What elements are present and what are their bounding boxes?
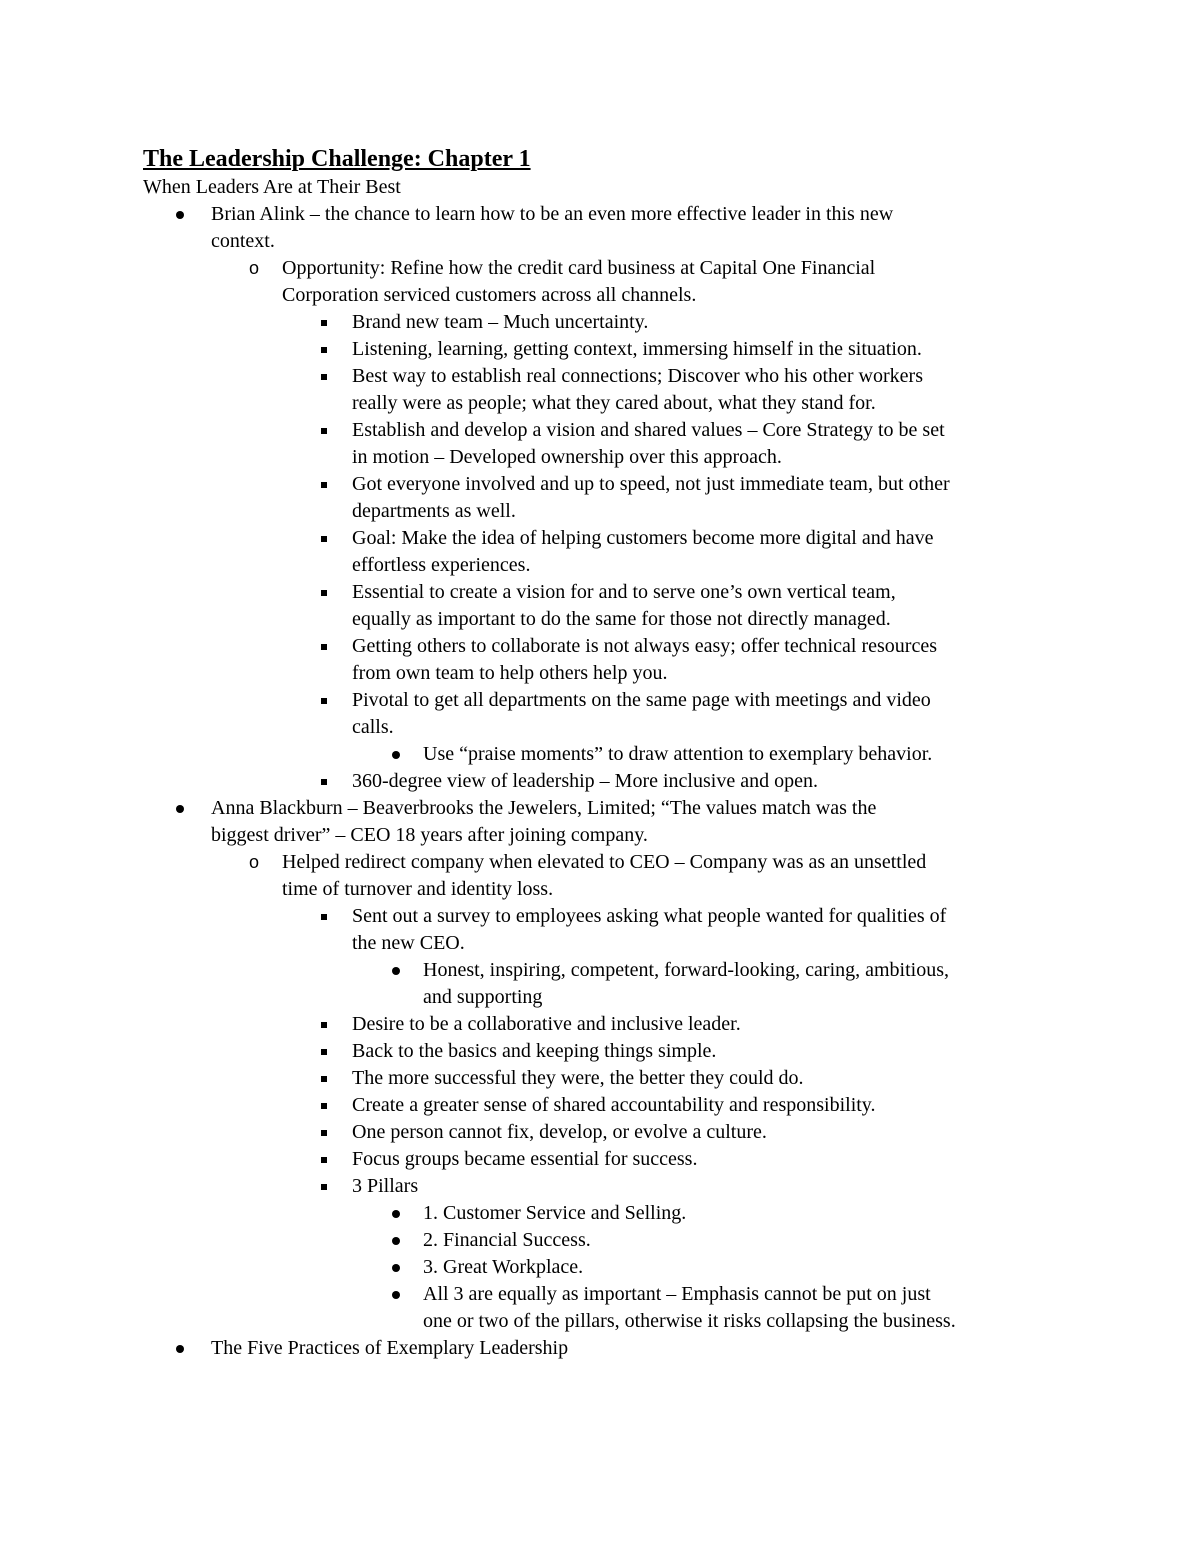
square-bullet-icon — [314, 1038, 334, 1065]
list-item-text: Getting others to collaborate is not always easy; offer technical resources — [352, 635, 937, 657]
list-item — [211, 201, 893, 255]
list-item-text: and supporting — [423, 986, 543, 1008]
list-item — [248, 849, 927, 903]
list-item-text: context. — [211, 230, 275, 252]
section-heading: When Leaders Are at Their Best — [143, 176, 401, 198]
square-bullet-icon — [314, 363, 334, 390]
square-bullet-icon — [314, 633, 334, 660]
list-item-text: Essential to create a vision for and to serve one’s own vertical team, — [352, 581, 896, 603]
list-item-text: Goal: Make the idea of helping customers become more digital and have — [352, 527, 934, 549]
list-item-text: 360-degree view of leadership – More inclusive and open. — [352, 770, 818, 792]
square-bullet-icon — [314, 1146, 334, 1173]
list-item-text: 2. Financial Success. — [423, 1229, 591, 1251]
square-bullet-icon — [314, 525, 334, 552]
list-item — [352, 768, 818, 795]
list-item — [352, 903, 946, 957]
list-item — [352, 336, 922, 363]
list-item — [352, 1011, 741, 1038]
list-item-text: Opportunity: Refine how the credit card business at Capital One Financial — [282, 257, 876, 279]
list-item — [352, 309, 648, 336]
list-item-text: Sent out a survey to employees asking what people wanted for qualities of — [352, 905, 947, 927]
list-item-text: Establish and develop a vision and shared values – Core Strategy to be set — [352, 419, 945, 441]
list-item-text: the new CEO. — [352, 932, 465, 954]
list-item-text: one or two of the pillars, otherwise it risks collapsing the business. — [423, 1310, 956, 1332]
list-item-text: departments as well. — [352, 500, 516, 522]
square-bullet-icon — [314, 1092, 334, 1119]
list-item-text: Got everyone involved and up to speed, not just immediate team, but other — [352, 473, 950, 495]
square-bullet-icon — [314, 471, 334, 498]
list-item-text: 1. Customer Service and Selling. — [423, 1202, 687, 1224]
list-item — [352, 1092, 876, 1119]
square-bullet-icon — [314, 1173, 334, 1200]
page-title: The Leadership Challenge: Chapter 1 — [143, 146, 531, 172]
hollow-bullet-icon: o — [248, 258, 259, 278]
list-item — [423, 741, 932, 768]
square-bullet-icon — [314, 768, 334, 795]
bullet-dot-icon — [170, 201, 190, 228]
list-item — [352, 1038, 716, 1065]
list-item — [423, 957, 949, 1011]
list-item-text: from own team to help others help you. — [352, 662, 668, 684]
list-item-text: Corporation serviced customers across all channels. — [282, 284, 697, 306]
list-item — [423, 1227, 591, 1254]
bullet-dot-icon — [170, 795, 190, 822]
list-item-text: equally as important to do the same for those not directly managed. — [352, 608, 891, 630]
list-item — [352, 633, 937, 687]
list-item — [423, 1200, 686, 1227]
list-item-text: Back to the basics and keeping things simple. — [352, 1040, 717, 1062]
square-bullet-icon — [314, 579, 334, 606]
list-item-text: Listening, learning, getting context, immersing himself in the situation. — [352, 338, 922, 360]
hollow-bullet-icon: o — [248, 852, 259, 872]
list-item — [352, 471, 950, 525]
square-bullet-icon — [314, 309, 334, 336]
list-item-text: The more successful they were, the better they could do. — [352, 1067, 804, 1089]
list-item-text: really were as people; what they cared about, what they stand for. — [352, 392, 876, 414]
list-item-text: Pivotal to get all departments on the same page with meetings and video — [352, 689, 931, 711]
square-bullet-icon — [314, 1011, 334, 1038]
bullet-dot-icon — [170, 1335, 190, 1362]
list-item-text: Best way to establish real connections; Discover who his other workers — [352, 365, 923, 387]
list-item — [248, 255, 876, 309]
list-item — [211, 795, 876, 849]
bullet-dot-icon — [386, 741, 406, 768]
list-item-text: biggest driver” – CEO 18 years after joining company. — [211, 824, 648, 846]
square-bullet-icon — [314, 1119, 334, 1146]
list-item-text: in motion – Developed ownership over this approach. — [352, 446, 782, 468]
list-item-text: calls. — [352, 716, 394, 738]
list-item-text: Honest, inspiring, competent, forward-looking, caring, ambitious, — [423, 959, 950, 981]
list-item-text: 3 Pillars — [352, 1175, 419, 1197]
list-item — [352, 579, 896, 633]
square-bullet-icon — [314, 417, 334, 444]
list-item — [352, 525, 933, 579]
square-bullet-icon — [314, 687, 334, 714]
list-item-text: effortless experiences. — [352, 554, 531, 576]
list-item-text: Desire to be a collaborative and inclusive leader. — [352, 1013, 741, 1035]
list-item — [352, 1065, 804, 1092]
list-item — [423, 1281, 956, 1335]
list-item-text: Create a greater sense of shared accountability and responsibility. — [352, 1094, 876, 1116]
list-item — [352, 1146, 697, 1173]
list-item — [352, 363, 923, 417]
bullet-dot-icon — [386, 1281, 406, 1308]
bullet-dot-icon — [386, 957, 406, 984]
list-item-text: Brian Alink – the chance to learn how to be an even more effective leader in this new — [211, 203, 894, 225]
bullet-dot-icon — [386, 1200, 406, 1227]
square-bullet-icon — [314, 1065, 334, 1092]
list-item-text: One person cannot fix, develop, or evolve a culture. — [352, 1121, 767, 1143]
list-item-text: All 3 are equally as important – Emphasis cannot be put on just — [423, 1283, 931, 1305]
list-item-text: 3. Great Workplace. — [423, 1256, 584, 1278]
list-item — [423, 1254, 583, 1281]
square-bullet-icon — [314, 903, 334, 930]
list-item-text: Anna Blackburn – Beaverbrooks the Jewelers, Limited; “The values match was the — [211, 797, 877, 819]
list-item — [352, 417, 945, 471]
list-item-text: Helped redirect company when elevated to CEO – Company was as an unsettled — [282, 851, 927, 873]
list-item — [352, 687, 931, 741]
list-item-text: Brand new team – Much uncertainty. — [352, 311, 649, 333]
list-item — [211, 1335, 568, 1362]
list-item-text: time of turnover and identity loss. — [282, 878, 554, 900]
list-item — [352, 1119, 767, 1146]
bullet-dot-icon — [386, 1227, 406, 1254]
list-item-text: Focus groups became essential for success. — [352, 1148, 698, 1170]
bullet-dot-icon — [386, 1254, 406, 1281]
list-item — [352, 1173, 418, 1200]
list-item-text: Use “praise moments” to draw attention to exemplary behavior. — [423, 743, 933, 765]
list-item-text: The Five Practices of Exemplary Leadership — [211, 1337, 569, 1359]
square-bullet-icon — [314, 336, 334, 363]
